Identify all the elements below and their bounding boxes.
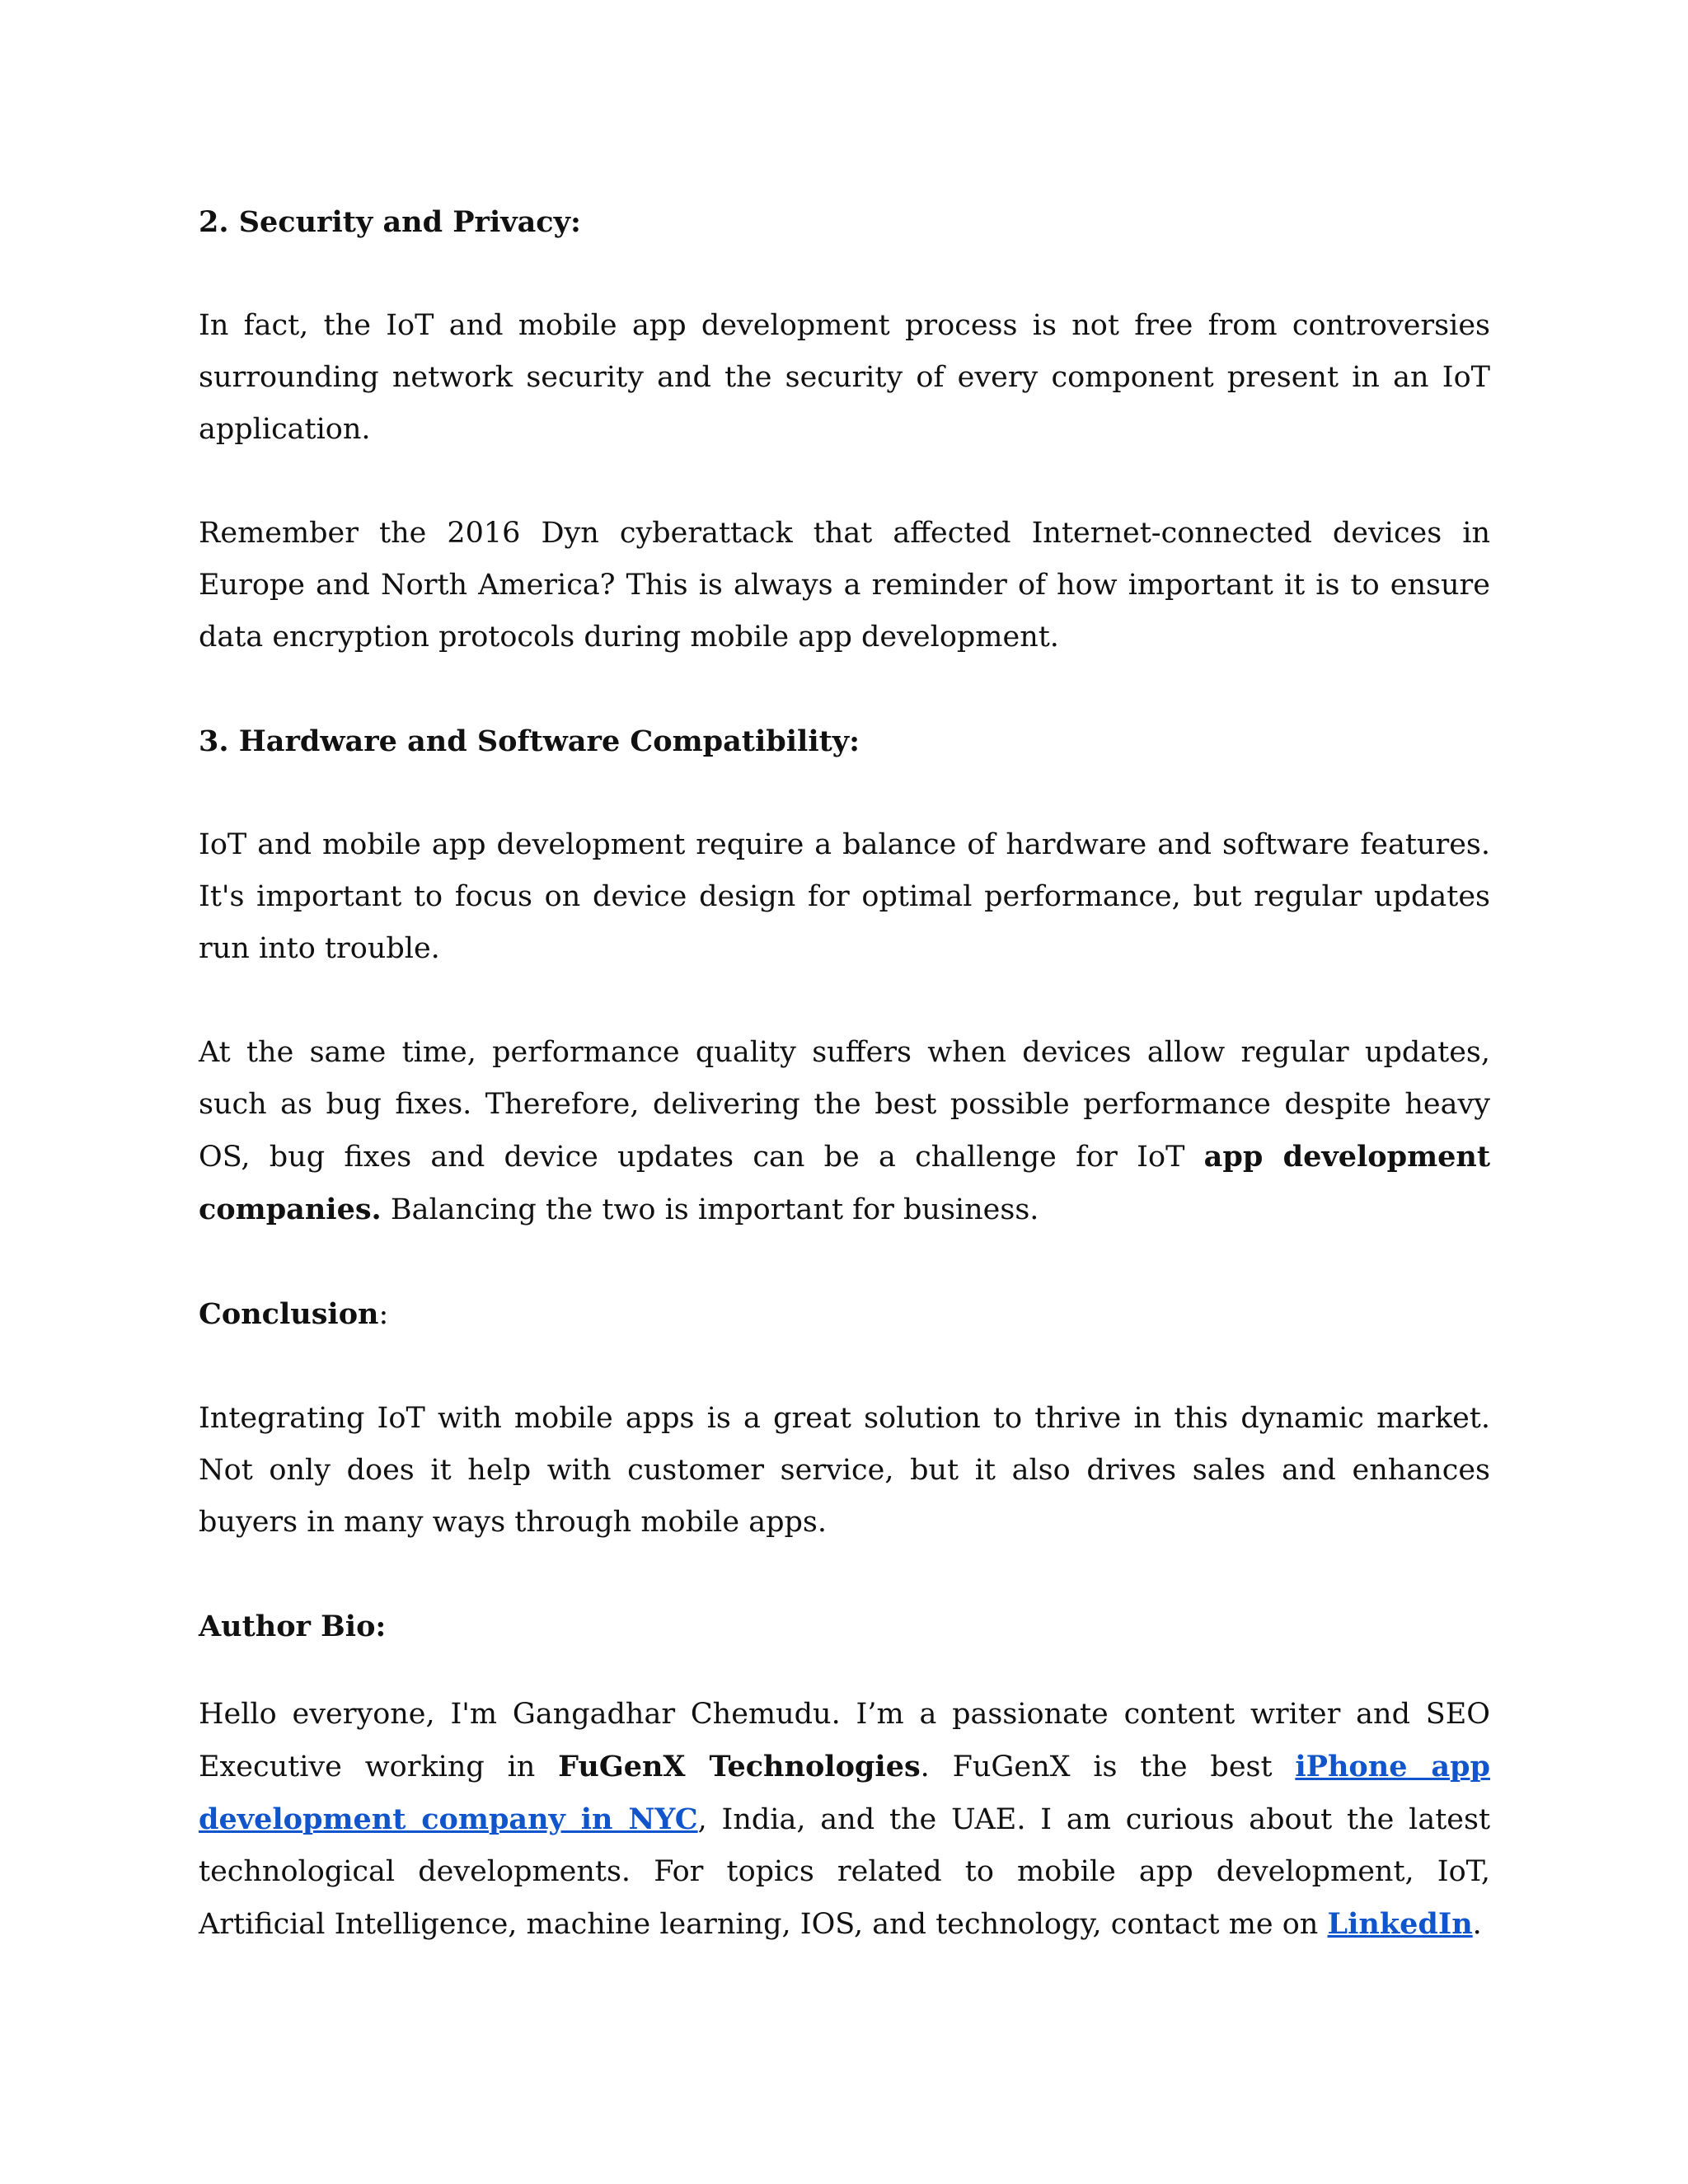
paragraph-security-1: In fact, the IoT and mobile app development process is not free from controversies surrounding network security and the security of every component present in an IoT application. (199, 309, 1490, 446)
heading-hardware-software: 3. Hardware and Software Compatibility: (199, 724, 860, 758)
text-run: At the same time, performance quality suffers when devices allow regular updates, such as bug fixes. Therefore, delivering the best possible performance despite heavy OS, bug fixes and device updates can be a challenge for IoT (199, 1036, 1490, 1174)
paragraph-security-2: Remember the 2016 Dyn cyberattack that affected Internet-connected devices in Europe and North America? This is always a reminder of how important it is to ensure data encryption protocols during mobile app development. (199, 517, 1490, 654)
spacer (199, 248, 1490, 300)
spacer (199, 1341, 1490, 1393)
spacer (199, 663, 1490, 715)
spacer (199, 1549, 1490, 1601)
spacer (199, 456, 1490, 508)
bold-phrase-app-dev-companies: app development companies. (199, 1140, 1490, 1226)
heading-conclusion-colon: : (378, 1298, 389, 1331)
heading-security-privacy: 2. Security and Privacy: (199, 205, 581, 239)
text-run: , India, and the UAE. I am curious about the latest technological developments. For topics related to mobile app development, IoT, Artificial Intelligence, machine learning, IOS, and technology, contact me on (199, 1803, 1491, 1941)
spacer (199, 975, 1490, 1027)
text-run: Balancing the two is important for business. (381, 1193, 1039, 1226)
bold-company-name: FuGenX Technologies (558, 1750, 921, 1783)
paragraph-compatibility-2 (199, 1027, 1490, 1236)
text-run: Hello everyone, I'm Gangadhar Chemudu. I’m a passionate content writer and SEO Executive working in (199, 1698, 1490, 1783)
spacer (199, 1236, 1490, 1288)
paragraph-conclusion: Integrating IoT with mobile apps is a great solution to thrive in this dynamic market. Not only does it help with customer service, but it also drives sales and enhances buyers in many ways through mobile apps. (199, 1402, 1490, 1539)
text-run: . (1472, 1908, 1482, 1941)
heading-author-bio: Author Bio: (199, 1610, 387, 1643)
link-linkedin[interactable]: LinkedIn (1327, 1907, 1473, 1941)
document-page (199, 196, 1490, 1951)
paragraph-author-bio (199, 1689, 1490, 1951)
spacer (199, 767, 1490, 819)
paragraph-compatibility-1: IoT and mobile app development require a balance of hardware and software features. It's important to focus on device design for optimal performance, but regular updates run into trouble. (199, 828, 1490, 965)
spacer (199, 1652, 1490, 1689)
text-run: . FuGenX is the best (920, 1750, 1296, 1783)
link-iphone-app-development[interactable]: iPhone app development company in NYC (199, 1750, 1490, 1836)
heading-conclusion-text: Conclusion (199, 1297, 379, 1331)
heading-conclusion (199, 1288, 1490, 1341)
